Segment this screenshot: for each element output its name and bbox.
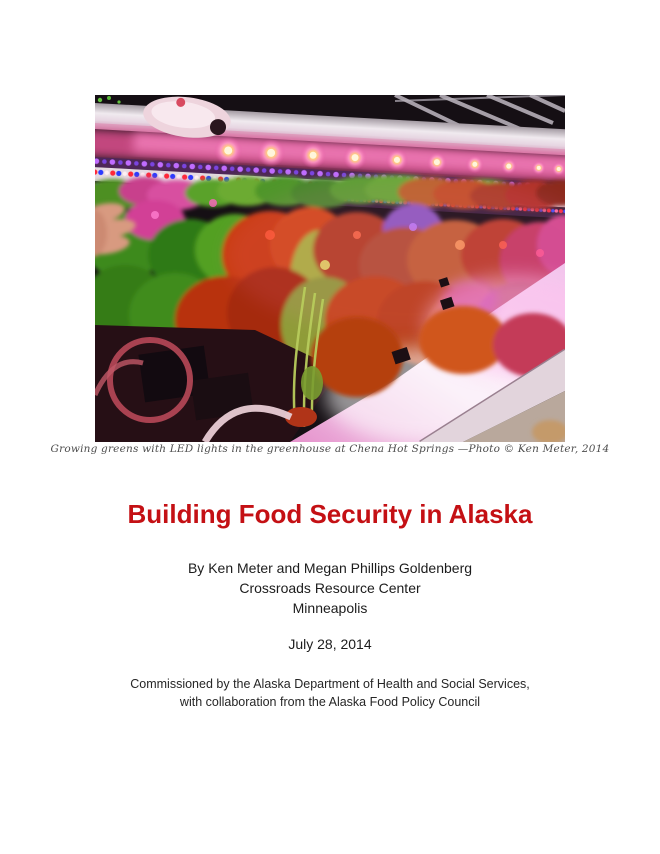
- greenhouse-photo-illustration: [95, 95, 565, 442]
- photo-caption: Growing greens with LED lights in the greenhouse at Chena Hot Springs —Photo © Ken Meter, 2014: [50, 443, 610, 455]
- byline-authors: By Ken Meter and Megan Phillips Goldenberg: [187, 560, 473, 576]
- commission-line-1: Commissioned by the Alaska Department of Health and Social Services,: [130, 677, 530, 691]
- byline-organization: Crossroads Resource Center: [239, 580, 421, 596]
- byline-city: Minneapolis: [292, 600, 368, 616]
- commission-note: [0, 675, 660, 711]
- report-title: Building Food Security in Alaska: [127, 499, 533, 529]
- commission-line-2: with collaboration from the Alaska Food Policy Council: [179, 695, 481, 709]
- cover-photo: [95, 95, 565, 442]
- publication-date: July 28, 2014: [288, 636, 372, 652]
- byline-block: [0, 558, 660, 618]
